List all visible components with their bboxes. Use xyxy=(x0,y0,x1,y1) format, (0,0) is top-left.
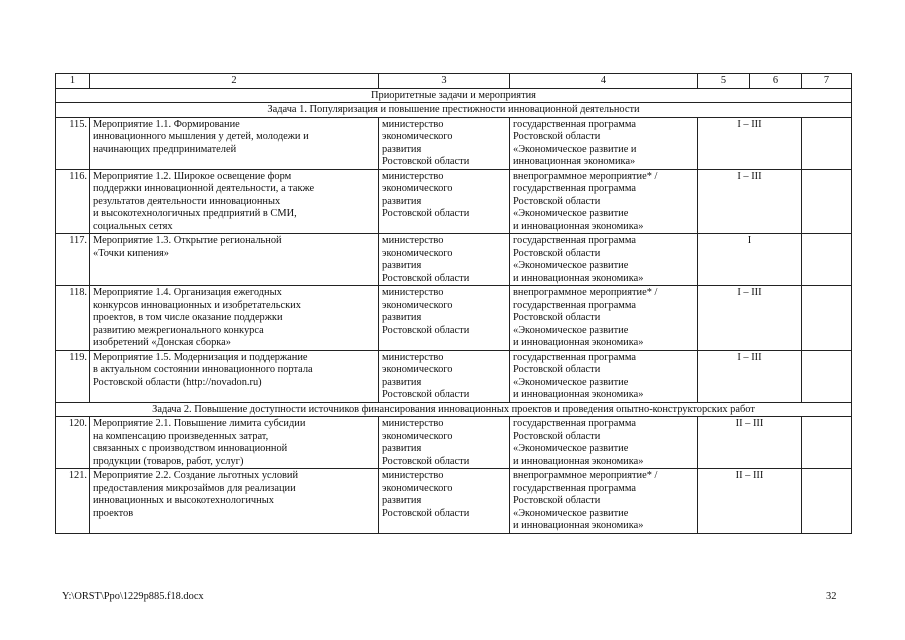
section-row xyxy=(56,88,852,103)
row-number: 119. xyxy=(56,350,90,402)
task-title: Задача 2. Повышение доступности источников финансирования инновационных проектов и проведения опытно-конструкторских работ xyxy=(56,402,852,417)
program-cell: внепрограммное мероприятие* / государственная программа Ростовской области «Экономическое развитие и инновационная экономика» xyxy=(510,169,698,234)
program-cell: государственная программа Ростовской области «Экономическое развитие и инновационная экономика» xyxy=(510,234,698,286)
row-number: 121. xyxy=(56,469,90,534)
program-cell: внепрограммное мероприятие* / государственная программа Ростовской области «Экономическое развитие и инновационная экономика» xyxy=(510,286,698,351)
table-row xyxy=(56,169,852,234)
row-number: 117. xyxy=(56,234,90,286)
table-row xyxy=(56,350,852,402)
executor-cell: министерство экономического развития Ростовской области xyxy=(379,469,510,534)
column-number: 1 xyxy=(56,74,90,89)
empty-cell xyxy=(802,350,852,402)
column-number: 7 xyxy=(802,74,852,89)
executor-cell: министерство экономического развития Ростовской области xyxy=(379,417,510,469)
event-cell: Мероприятие 1.1. Формирование инновационного мышления у детей, молодежи и начинающих предпринимателей xyxy=(90,117,379,169)
table-row xyxy=(56,234,852,286)
empty-cell xyxy=(802,286,852,351)
event-cell: Мероприятие 1.4. Организация ежегодных конкурсов инновационных и изобретательских проектов, в том числе оказание поддержки развитию межрегионального конкурса изобретений «Донская сборка» xyxy=(90,286,379,351)
period-cell: I – III xyxy=(698,350,802,402)
executor-cell: министерство экономического развития Ростовской области xyxy=(379,286,510,351)
column-number: 6 xyxy=(750,74,802,89)
executor-cell: министерство экономического развития Ростовской области xyxy=(379,169,510,234)
column-number: 2 xyxy=(90,74,379,89)
event-cell: Мероприятие 2.2. Создание льготных условий предоставления микрозаймов для реализации инновационных и высокотехнологичных проектов xyxy=(90,469,379,534)
event-cell: Мероприятие 1.3. Открытие региональной «Точки кипения» xyxy=(90,234,379,286)
program-cell: государственная программа Ростовской области «Экономическое развитие и инновационная экономика» xyxy=(510,417,698,469)
executor-cell: министерство экономического развития Ростовской области xyxy=(379,234,510,286)
table-row xyxy=(56,286,852,351)
event-cell: Мероприятие 1.5. Модернизация и поддержание в актуальном состоянии инновационного портала Ростовской области (http://novadon.ru) xyxy=(90,350,379,402)
measures-table xyxy=(55,73,852,534)
column-number: 3 xyxy=(379,74,510,89)
program-cell: государственная программа Ростовской области «Экономическое развитие и инновационная экономика» xyxy=(510,350,698,402)
page-number: 32 xyxy=(826,591,837,602)
task-title: Задача 1. Популяризация и повышение престижности инновационной деятельности xyxy=(56,103,852,118)
task-row xyxy=(56,402,852,417)
period-cell: I xyxy=(698,234,802,286)
empty-cell xyxy=(802,234,852,286)
empty-cell xyxy=(802,469,852,534)
column-number: 4 xyxy=(510,74,698,89)
column-number: 5 xyxy=(698,74,750,89)
empty-cell xyxy=(802,169,852,234)
executor-cell: министерство экономического развития Ростовской области xyxy=(379,350,510,402)
column-number-row xyxy=(56,74,852,89)
table-row xyxy=(56,117,852,169)
executor-cell: министерство экономического развития Ростовской области xyxy=(379,117,510,169)
empty-cell xyxy=(802,117,852,169)
file-path: Y:\ORST\Ppo\1229p885.f18.docx xyxy=(62,591,204,602)
section-title: Приоритетные задачи и мероприятия xyxy=(56,88,852,103)
event-cell: Мероприятие 1.2. Широкое освещение форм поддержки инновационной деятельности, а также результатов деятельности инновационных и высокотехнологичных предприятий в СМИ, социальных сетях xyxy=(90,169,379,234)
table-row xyxy=(56,469,852,534)
row-number: 116. xyxy=(56,169,90,234)
period-cell: I – III xyxy=(698,169,802,234)
program-cell: государственная программа Ростовской области «Экономическое развитие и инновационная экономика» xyxy=(510,117,698,169)
period-cell: I – III xyxy=(698,117,802,169)
event-cell: Мероприятие 2.1. Повышение лимита субсидии на компенсацию произведенных затрат, связанных с производством инновационной продукции (товаров, работ, услуг) xyxy=(90,417,379,469)
row-number: 115. xyxy=(56,117,90,169)
task-row xyxy=(56,103,852,118)
table-row xyxy=(56,417,852,469)
period-cell: I – III xyxy=(698,286,802,351)
period-cell: II – III xyxy=(698,469,802,534)
row-number: 118. xyxy=(56,286,90,351)
program-cell: внепрограммное мероприятие* / государственная программа Ростовской области «Экономическое развитие и инновационная экономика» xyxy=(510,469,698,534)
period-cell: II – III xyxy=(698,417,802,469)
empty-cell xyxy=(802,417,852,469)
row-number: 120. xyxy=(56,417,90,469)
